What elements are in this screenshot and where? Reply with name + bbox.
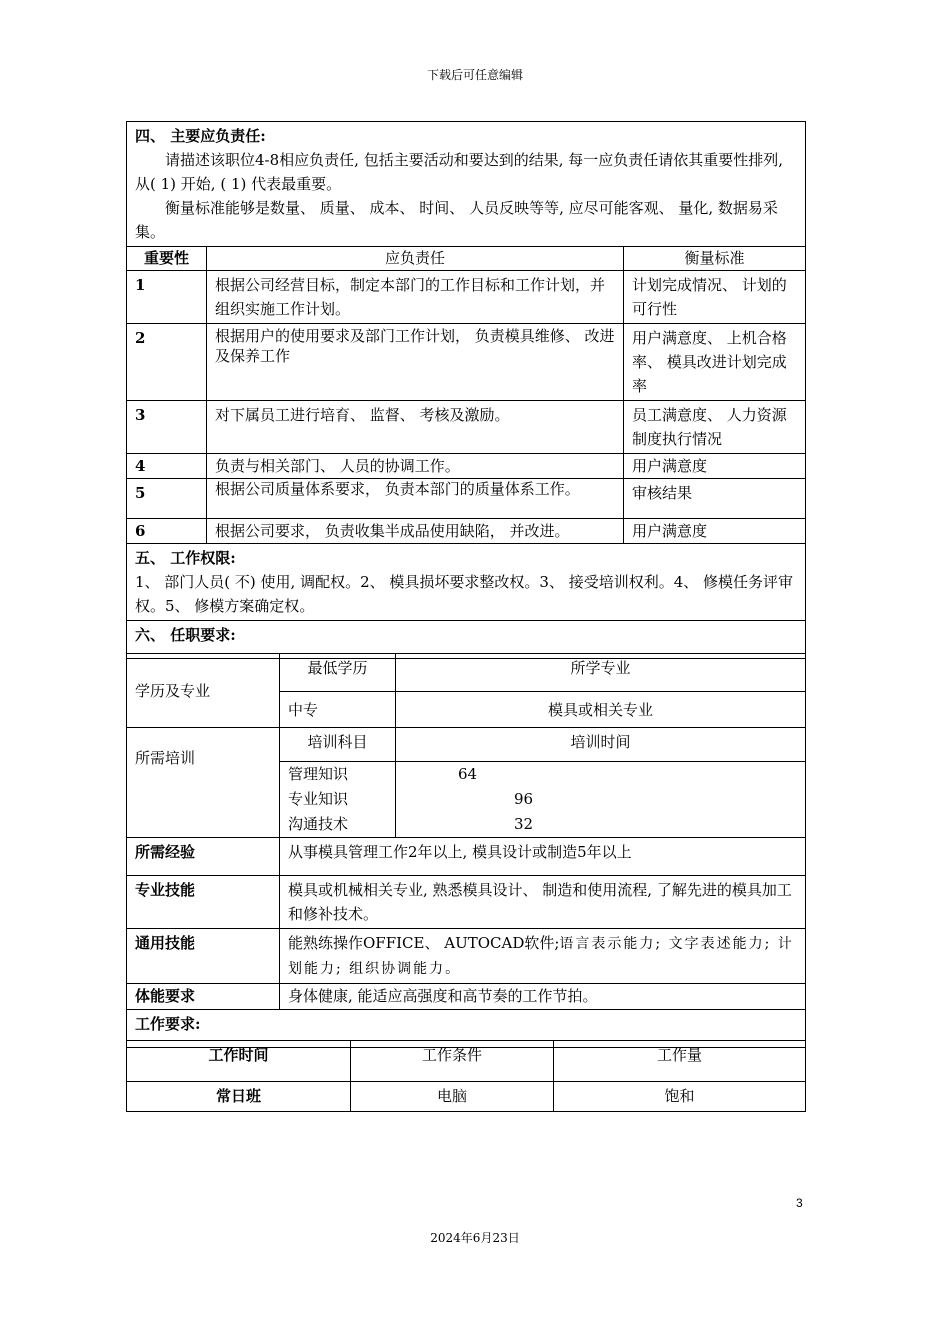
- work-requirements-table: [126, 1040, 806, 1112]
- training-subject: 沟通技术: [288, 815, 349, 833]
- work-col3: 工作量: [554, 1041, 806, 1082]
- education-header-row: [127, 654, 806, 692]
- row-duty: 根据公司经营目标，制定本部门的工作目标和工作计划，并组织实施工作计划。: [207, 271, 624, 324]
- row-standard: 用户满意度、 上机合格率、 模具改进计划完成率: [624, 324, 806, 401]
- table-row: [127, 519, 806, 544]
- row-duty: 对下属员工进行培育、 监督、 考核及激励。: [207, 401, 624, 454]
- section4-para2: 衡量标准能够是数量、 质量、 成本、 时间、 人员反映等等, 应尽可能客观、 量化, 数据易采集。: [135, 199, 778, 241]
- footer-date: 2024年6月23日: [430, 1231, 520, 1245]
- training-subject: 专业知识: [288, 790, 349, 808]
- work-header-row: [127, 1041, 806, 1082]
- row-duty: 根据用户的使用要求及部门工作计划， 负责模具维修、 改进及保养工作: [207, 324, 624, 401]
- work-val2: 电脑: [351, 1082, 554, 1112]
- table-row: [127, 324, 806, 401]
- table-row: [127, 401, 806, 454]
- general-value-a: 能熟练操作OFFICE、 AUTOCAD软件;: [288, 934, 560, 952]
- row-standard: 用户满意度: [624, 454, 806, 479]
- col-importance: 重要性: [127, 247, 207, 271]
- col-duty: 应负责任: [207, 247, 624, 271]
- general-value-b: 语言表示能力; 文字表述能力; 计划能力; 组织协调能力。: [288, 936, 794, 977]
- row-duty: 根据公司质量体系要求， 负责本部门的质量体系工作。: [207, 479, 624, 519]
- physical-row: [127, 984, 806, 1010]
- page-number: 3: [796, 1196, 803, 1210]
- qualifications-table: [126, 653, 806, 1048]
- training-header-row: [127, 728, 806, 762]
- table-row: [127, 479, 806, 519]
- physical-value: 身体健康, 能适应高强度和高节奏的工作节拍。: [280, 984, 806, 1010]
- general-value: [280, 929, 806, 984]
- section5-text: 1、 部门人员( 不) 使用, 调配权。2、 模具损坏要求整改权。3、 接受培训权利。4、 修模任务评审权。5、 修模方案确定权。: [135, 573, 794, 615]
- work-val3: 饱和: [554, 1082, 806, 1112]
- page-header: 下载后可任意编辑: [426, 68, 523, 82]
- table-row: [127, 454, 806, 479]
- skill-row: [127, 876, 806, 929]
- physical-label: 体能要求: [127, 984, 280, 1010]
- edu-col1: 最低学历: [280, 654, 396, 692]
- section5-title: 五、 工作权限:: [135, 549, 236, 567]
- training-label-text: 所需培训: [135, 749, 196, 767]
- work-val1: 常日班: [127, 1082, 351, 1112]
- work-col1: 工作时间: [127, 1041, 351, 1082]
- row-no: 2: [127, 324, 207, 401]
- row-duty: 根据公司要求， 负责收集半成品使用缺陷， 并改进。: [207, 519, 624, 544]
- row-no: 3: [127, 401, 207, 454]
- row-no: 4: [127, 454, 207, 479]
- row-no: 6: [127, 519, 207, 544]
- section6-title: 六、 任职要求:: [127, 621, 806, 659]
- row-no: 5: [127, 479, 207, 519]
- edu-col2: 所学专业: [396, 654, 806, 692]
- row-standard: 用户满意度: [624, 519, 806, 544]
- experience-value: 从事模具管理工作2年以上, 模具设计或制造5年以上: [280, 838, 806, 876]
- section4-para1: 请描述该职位4-8相应负责任, 包括主要活动和要达到的结果, 每一应负责任请依其重要性排列, 从( 1) 开始, ( 1) 代表最重要。: [135, 151, 783, 193]
- train-col2: 培训时间: [396, 728, 806, 762]
- row-no: 1: [127, 271, 207, 324]
- skill-label: 专业技能: [127, 876, 280, 929]
- work-col2: 工作条件: [351, 1041, 554, 1082]
- row-standard: 计划完成情况、 计划的可行性: [624, 271, 806, 324]
- row-standard: 员工满意度、 人力资源制度执行情况: [624, 401, 806, 454]
- row-duty: 负责与相关部门、 人员的协调工作。: [207, 454, 624, 479]
- work-title: 工作要求:: [127, 1010, 806, 1048]
- training-hours: 32: [514, 815, 534, 833]
- section4-intro-row: [127, 122, 806, 247]
- experience-row: [127, 838, 806, 876]
- training-label: [127, 728, 280, 838]
- section5-row: [127, 544, 806, 621]
- education-label: 学历及专业: [127, 654, 280, 728]
- training-hours: 64: [458, 765, 478, 783]
- train-col1: 培训科目: [280, 728, 396, 762]
- responsibilities-table: [126, 121, 806, 659]
- edu-val2: 模具或相关专业: [396, 692, 806, 728]
- section4-title: 四、 主要应负责任:: [135, 127, 266, 145]
- work-value-row: [127, 1082, 806, 1112]
- general-skill-row: [127, 929, 806, 984]
- training-subject: 管理知识: [288, 765, 349, 783]
- experience-label: 所需经验: [127, 838, 280, 876]
- edu-val1: 中专: [280, 692, 396, 728]
- skill-value: 模具或机械相关专业, 熟悉模具设计、 制造和使用流程, 了解先进的模具加工和修补技术。: [280, 876, 806, 929]
- table-row: [127, 271, 806, 324]
- responsibilities-header-row: [127, 247, 806, 271]
- col-standard: 衡量标准: [624, 247, 806, 271]
- general-label: 通用技能: [127, 929, 280, 984]
- training-hours: 96: [514, 790, 534, 808]
- row-standard: 审核结果: [624, 479, 806, 519]
